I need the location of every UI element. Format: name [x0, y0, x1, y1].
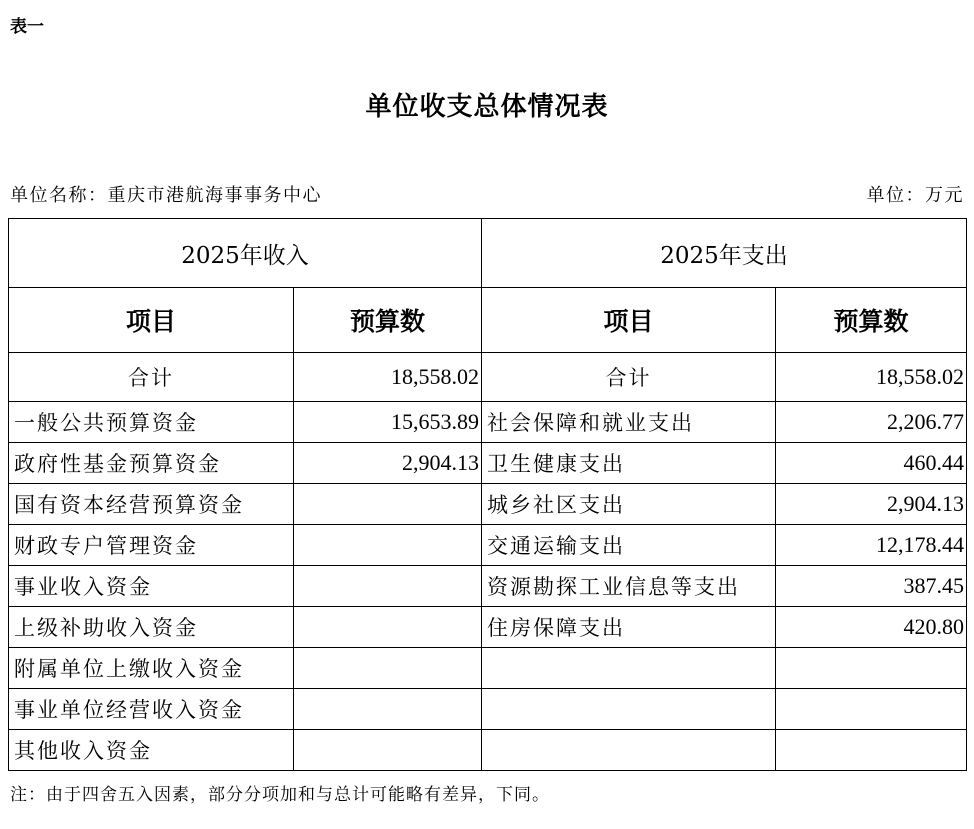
income-item-header: 项目	[9, 288, 294, 353]
budget-table	[8, 218, 967, 771]
year-header-row	[9, 219, 967, 288]
expense-budget-header: 预算数	[776, 288, 967, 353]
income-item: 附属单位上缴收入资金	[9, 648, 294, 689]
income-item: 国有资本经营预算资金	[9, 484, 294, 525]
table-row	[9, 730, 967, 771]
income-value: 2,904.13	[294, 443, 482, 484]
income-item: 财政专户管理资金	[9, 525, 294, 566]
expense-item: 城乡社区支出	[482, 484, 776, 525]
expense-value	[776, 730, 967, 771]
footnote: 注：由于四舍五入因素，部分分项加和与总计可能略有差异，下同。	[10, 785, 550, 805]
expense-item	[482, 689, 776, 730]
table-row	[9, 443, 967, 484]
table-row	[9, 607, 967, 648]
income-item: 政府性基金预算资金	[9, 443, 294, 484]
expense-value: 2,206.77	[776, 402, 967, 443]
expense-item	[482, 648, 776, 689]
expense-item: 交通运输支出	[482, 525, 776, 566]
income-value	[294, 566, 482, 607]
unit-label: 单位：万元	[866, 185, 964, 206]
expense-value: 387.45	[776, 566, 967, 607]
table-row	[9, 484, 967, 525]
income-item: 事业收入资金	[9, 566, 294, 607]
unit-name: 单位名称：重庆市港航海事事务中心	[10, 185, 322, 206]
expense-value: 460.44	[776, 443, 967, 484]
table-row	[9, 648, 967, 689]
expense-value	[776, 648, 967, 689]
income-value	[294, 730, 482, 771]
table-row	[9, 689, 967, 730]
expense-header: 2025年支出	[482, 219, 967, 288]
expense-total-label: 合计	[482, 353, 776, 402]
expense-value	[776, 689, 967, 730]
expense-value: 420.80	[776, 607, 967, 648]
income-item: 其他收入资金	[9, 730, 294, 771]
income-item: 事业单位经营收入资金	[9, 689, 294, 730]
table-row	[9, 566, 967, 607]
expense-value: 2,904.13	[776, 484, 967, 525]
expense-total-value: 18,558.02	[776, 353, 967, 402]
expense-item-header: 项目	[482, 288, 776, 353]
expense-item: 资源勘探工业信息等支出	[482, 566, 776, 607]
income-total-label: 合计	[9, 353, 294, 402]
page-title: 单位收支总体情况表	[365, 92, 609, 122]
income-value	[294, 607, 482, 648]
table-label: 表一	[10, 17, 44, 37]
table-row	[9, 402, 967, 443]
income-total-value: 18,558.02	[294, 353, 482, 402]
column-header-row	[9, 288, 967, 353]
expense-item: 卫生健康支出	[482, 443, 776, 484]
expense-value: 12,178.44	[776, 525, 967, 566]
expense-item	[482, 730, 776, 771]
expense-item: 社会保障和就业支出	[482, 402, 776, 443]
income-value	[294, 689, 482, 730]
table-row	[9, 525, 967, 566]
income-value	[294, 484, 482, 525]
income-value	[294, 648, 482, 689]
income-header: 2025年收入	[9, 219, 482, 288]
income-item: 上级补助收入资金	[9, 607, 294, 648]
expense-item: 住房保障支出	[482, 607, 776, 648]
income-item: 一般公共预算资金	[9, 402, 294, 443]
income-value: 15,653.89	[294, 402, 482, 443]
total-row	[9, 353, 967, 402]
income-value	[294, 525, 482, 566]
income-budget-header: 预算数	[294, 288, 482, 353]
